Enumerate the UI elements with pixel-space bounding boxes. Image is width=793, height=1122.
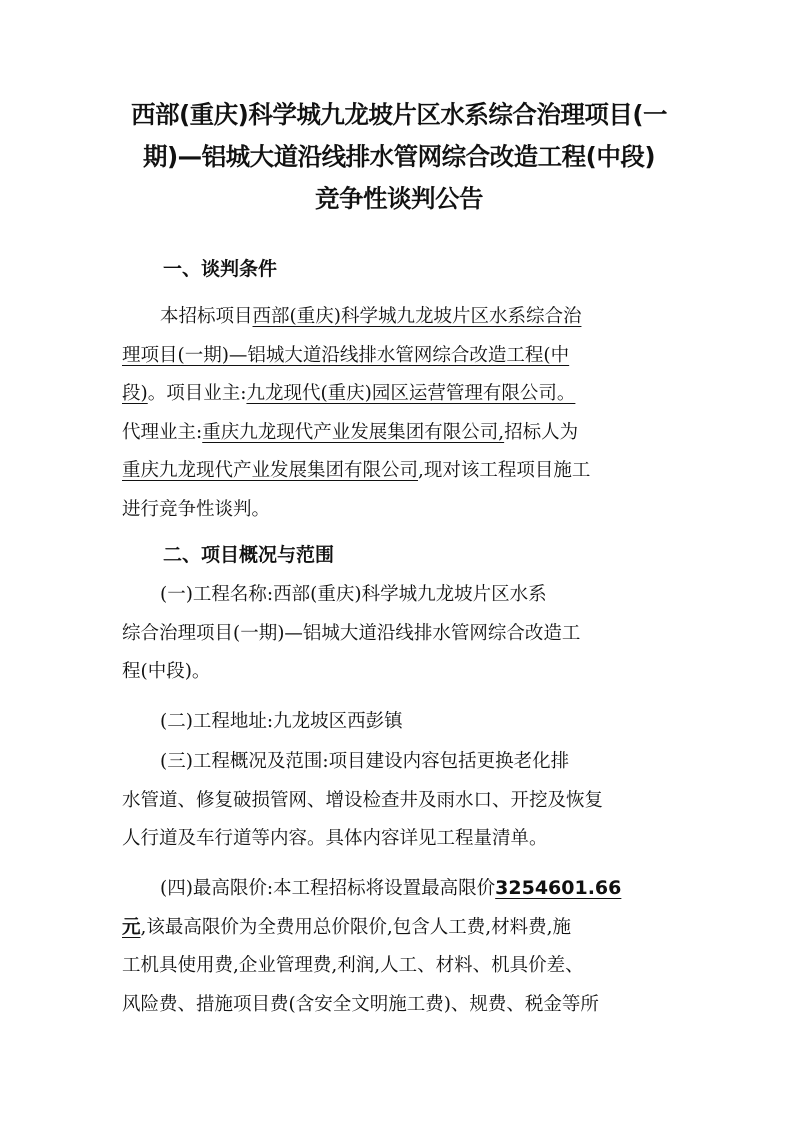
tenderer-underlined: 重庆九龙现代产业发展集团有限公司 — [122, 460, 419, 481]
paragraph-line — [122, 869, 675, 909]
item-project-name — [122, 576, 675, 692]
paragraph-line — [122, 298, 675, 337]
title-line-2: 期)—铝城大道沿线排水管网综合改造工程(中段) — [142, 142, 656, 171]
section-heading-negotiation-conditions: 一、谈判条件 — [163, 258, 278, 280]
max-price-unit: 元 — [122, 916, 141, 938]
paragraph-line — [122, 909, 675, 948]
paragraph-line: (一)工程名称:西部(重庆)科学城九龙坡片区水系 — [160, 584, 547, 605]
document-title — [119, 94, 679, 220]
text-segment: (四)最高限价:本工程招标将设置最高限价 — [160, 878, 496, 899]
project-name-underlined: 理项目(一期)—铝城大道沿线排水管网综合改造工程(中 — [122, 344, 570, 366]
paragraph-line: 水管道、修复破损管网、增设检查井及雨水口、开挖及恢复 — [122, 789, 604, 811]
paragraph-line: (三)工程概况及范围:项目建设内容包括更换老化排 — [160, 751, 570, 772]
paragraph-line — [122, 375, 675, 414]
text-segment: 。项目业主: — [147, 383, 247, 404]
text-segment: 本招标项目 — [160, 306, 253, 327]
max-price-amount: 3254601.66 — [495, 877, 622, 899]
text-segment: ,现对该工程项目施工 — [418, 460, 591, 481]
text-segment: 进行竞争性谈判。 — [122, 498, 271, 520]
paragraph-line — [122, 337, 675, 376]
section-heading-project-overview: 二、项目概况与范围 — [163, 544, 335, 566]
paragraph-line: 程(中段)。 — [122, 661, 211, 682]
paragraph-line: 工机具使用费,企业管理费,利润,人工、材料、机具价差、 — [122, 955, 584, 976]
item-project-scope — [122, 743, 675, 859]
paragraph-line: 人行道及车行道等内容。具体内容详见工程量清单。 — [122, 828, 548, 849]
agent-owner-underlined: 重庆九龙现代产业发展集团有限公司, — [202, 421, 505, 443]
paragraph-line: (二)工程地址:九龙坡区西彭镇 — [160, 711, 403, 732]
paragraph-line: 风险费、措施项目费(含安全文明施工费)、规费、税金等所 — [122, 993, 599, 1015]
title-line-1: 西部(重庆)科学城九龙坡片区水系综合治理项目(一 — [130, 100, 668, 129]
text-segment: 代理业主: — [122, 421, 203, 443]
paragraph-line — [122, 491, 675, 530]
item-project-address — [122, 703, 675, 742]
paragraph-line: 综合治理项目(一期)—铝城大道沿线排水管网综合改造工 — [122, 622, 581, 644]
text-segment: 招标人为 — [504, 421, 579, 443]
project-name-underlined: 西部(重庆)科学城九龙坡片区水系综合治 — [252, 306, 582, 327]
item-max-price — [122, 869, 675, 1024]
text-segment: ,该最高限价为全费用总价限价,包含人工费,材料费,施 — [140, 916, 572, 938]
project-name-underlined: 段) — [122, 383, 148, 404]
title-line-3: 竞争性谈判公告 — [315, 184, 483, 213]
paragraph-line — [122, 414, 675, 453]
paragraph-line — [122, 452, 675, 491]
project-owner-underlined: 九龙现代(重庆)园区运营管理有限公司。 — [246, 383, 576, 404]
negotiation-conditions-paragraph — [122, 298, 675, 529]
